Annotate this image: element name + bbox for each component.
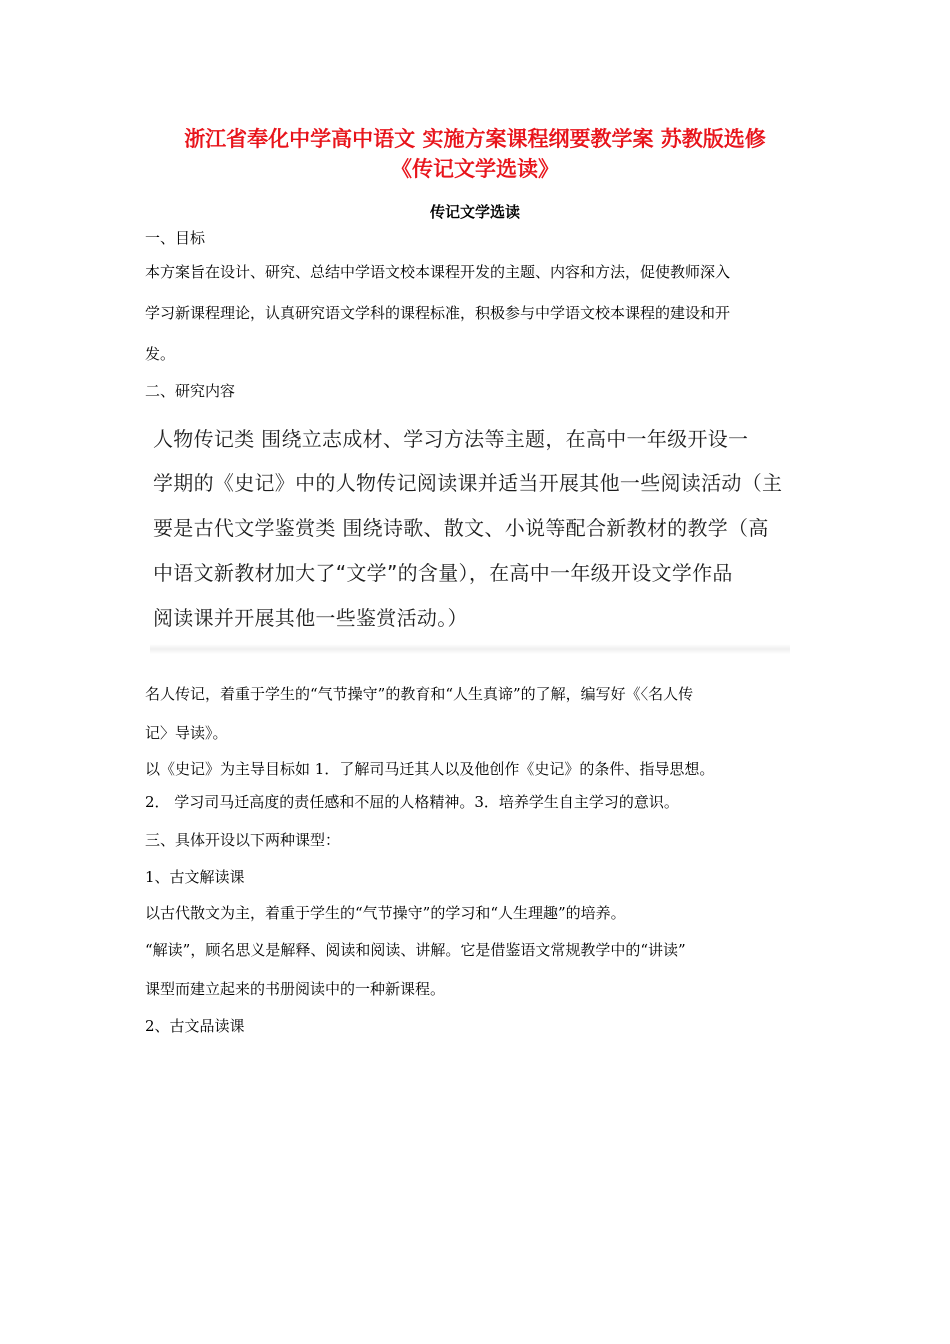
course-heading: 三、具体开设以下两种课型： (145, 831, 341, 849)
famous-line-2: 记〉导读》。 (145, 724, 228, 742)
famous-line-1: 名人传记，着重于学生的“气节操守”的教育和“人生真谛”的了解，编写好《〈名人传 (145, 685, 694, 703)
shiji-line-1: 以《史记》为主导目标如 1．了解司马迁其人以及他创作《史记》的条件、指导思想。 (145, 760, 715, 778)
course1-line-2: “解读”，顾名思义是解释、阅读和阅读、讲解。它是借鉴语文常规教学中的“讲读” (145, 941, 686, 959)
title-line-2: 《传记文学选读》 (391, 157, 559, 181)
course1-heading: 1、古文解读课 (145, 868, 245, 886)
image-text-line-4: 中语文新教材加大了“文学”的含量），在高中一年级开设文学作品 (153, 561, 733, 585)
research-content-image (150, 418, 790, 658)
research-heading: 二、研究内容 (145, 382, 236, 400)
goal-heading: 一、目标 (145, 229, 206, 247)
course2-heading: 2、古文品读课 (145, 1017, 245, 1035)
document-title (0, 124, 950, 184)
goal-line-2: 学习新课程理论，认真研究语文学科的课程标准，积极参与中学语文校本课程的建设和开 (145, 304, 731, 322)
title-line-1: 浙江省奉化中学高中语文 实施方案课程纲要教学案 苏教版选修 (184, 127, 766, 151)
goal-line-1: 本方案旨在设计、研究、总结中学语文校本课程开发的主题、内容和方法，促使教师深入 (145, 263, 731, 281)
goal-line-3: 发。 (145, 345, 176, 363)
image-text-line-3: 要是古代文学鉴赏类 围绕诗歌、散文、小说等配合新教材的教学（高 (153, 516, 769, 540)
image-text-line-5: 阅读课并开展其他一些鉴赏活动。） (153, 606, 468, 630)
course1-line-3: 课型而建立起来的书册阅读中的一种新课程。 (145, 980, 446, 998)
image-text-line-1: 人物传记类 围绕立志成材、学习方法等主题，在高中一年级开设一 (153, 427, 749, 451)
image-bottom-edge (150, 644, 790, 654)
image-text-line-2: 学期的《史记》中的人物传记阅读课并适当开展其他一些阅读活动（主 (153, 471, 783, 495)
course1-line-1: 以古代散文为主，着重于学生的“气节操守”的学习和“人生理趣”的培养。 (145, 904, 626, 922)
shiji-line-2: 2． 学习司马迁高度的责任感和不屈的人格精神。3．培养学生自主学习的意识。 (145, 793, 679, 811)
document-subtitle: 传记文学选读 (429, 203, 520, 221)
